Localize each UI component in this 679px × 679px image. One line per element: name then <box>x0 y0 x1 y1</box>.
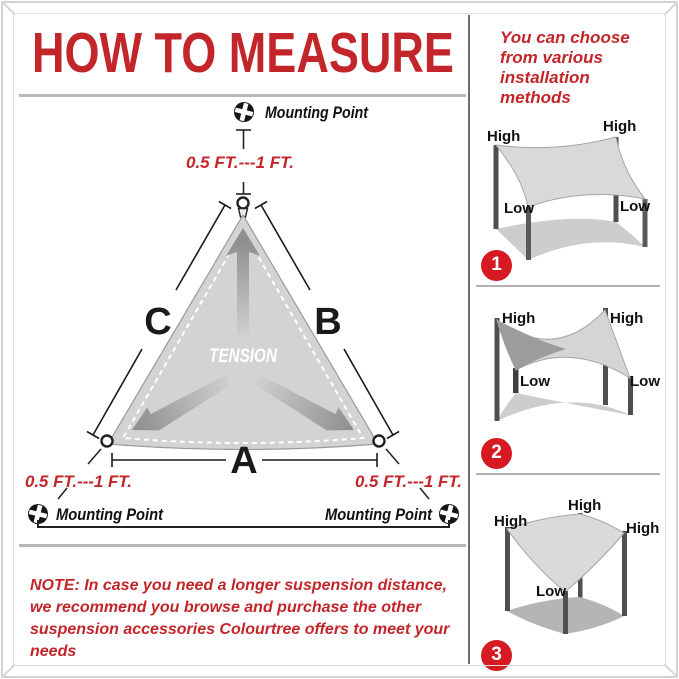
page-title: HOW TO MEASURE <box>32 21 454 85</box>
corner-height-label: High <box>626 519 660 537</box>
post <box>494 145 499 229</box>
corner-height-label: High <box>494 512 528 530</box>
mounting-point-icon <box>233 101 255 123</box>
frame-corner-miter <box>1 1 15 15</box>
corner-height-label: Low <box>520 372 550 390</box>
content-area <box>15 15 664 664</box>
shade-sail <box>496 137 645 207</box>
installation-method-1 <box>470 115 664 285</box>
corner-height-label: Low <box>630 372 660 390</box>
tension-label: TENSION <box>209 346 279 367</box>
corner-height-label: High <box>502 309 536 327</box>
side-a-label: A <box>230 440 258 482</box>
section-divider <box>476 285 660 287</box>
frame-corner-miter <box>664 664 678 678</box>
measure-panel <box>15 15 468 664</box>
top-offset-label: 0.5 FT.---1 FT. <box>186 153 294 172</box>
section-divider <box>476 473 660 475</box>
post <box>505 527 510 611</box>
note-text: NOTE: In case you need a longer suspension distance, we recommend you browse and purchase the other suspension accessories Colourtree offers to meet your needs <box>30 577 450 660</box>
apex-ring <box>238 198 249 209</box>
installation-method-3 <box>470 477 664 675</box>
corner-height-label: High <box>568 496 602 514</box>
left-offset-label: 0.5 FT.---1 FT. <box>25 472 132 491</box>
side-c-label: C <box>144 301 172 343</box>
method-1-illustration <box>470 115 666 267</box>
ground-shadow <box>496 218 645 259</box>
side-b-label: B <box>314 301 342 343</box>
frame-corner-miter <box>664 1 678 15</box>
ground-shadow <box>497 393 630 421</box>
corner-height-label: High <box>603 117 637 135</box>
post <box>513 368 519 393</box>
measure-diagram <box>15 97 468 532</box>
installation-intro: You can choose from various installation methods <box>500 28 630 107</box>
corner-height-label: High <box>487 127 521 145</box>
installation-panel <box>468 15 664 664</box>
right-offset-label: 0.5 FT.---1 FT. <box>355 472 462 491</box>
left-corner-ring <box>102 436 113 447</box>
top-mounting-label: Mounting Point <box>265 103 370 122</box>
right-corner-ring <box>374 436 385 447</box>
left-mounting-label: Mounting Point <box>56 505 165 524</box>
corner-height-label: Low <box>620 197 650 215</box>
corner-height-label: High <box>610 309 644 327</box>
method-1-badge: 1 <box>481 250 512 281</box>
frame-corner-miter <box>1 664 15 678</box>
method-2-badge: 2 <box>481 438 512 469</box>
corner-height-label: Low <box>504 199 534 217</box>
right-mounting-label: Mounting Point <box>325 505 434 524</box>
post <box>622 531 627 616</box>
post <box>495 318 500 421</box>
corner-height-label: Low <box>536 582 566 600</box>
installation-method-2 <box>470 291 664 473</box>
method-3-badge: 3 <box>481 640 512 671</box>
note-divider <box>19 544 466 547</box>
